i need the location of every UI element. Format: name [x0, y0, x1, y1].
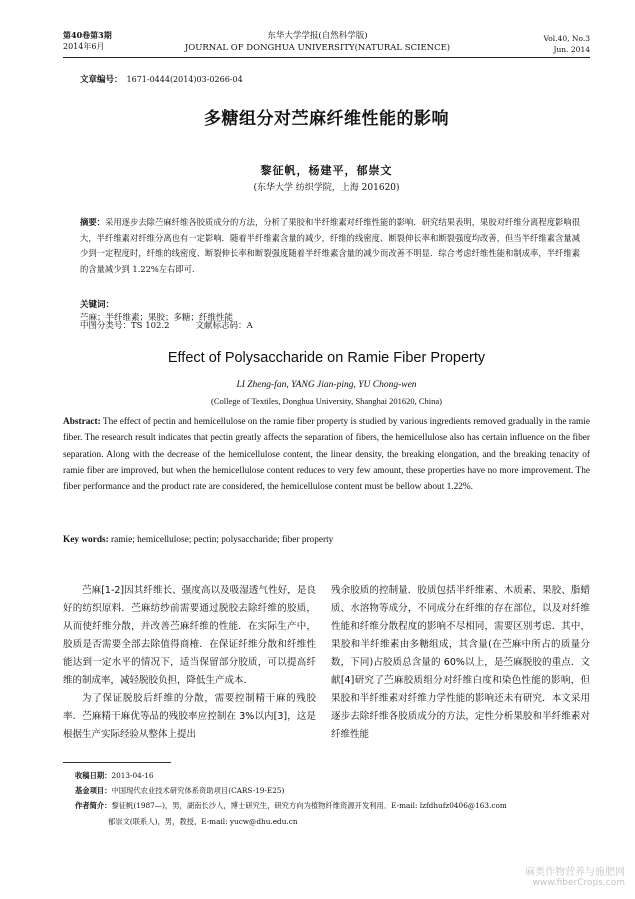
authors-en: LI Zheng-fan, YANG Jian-ping, YU Chong-wen [236, 380, 417, 390]
affiliation-cn: (东华大学 纺织学院，上海 201620) [253, 183, 400, 193]
body-paragraph: 残余胶质的控制量．胶质包括半纤维素、木质素、果胶、脂蜡质、水溶物等成分，不同成分在纤维的存在部位，以及对纤维性能和纤维分散程度的影响不尽相同，需要区别考虑．其中，果胶和半纤维素由多糖组成，其含量(在苎麻中所占的质量分数，下同)占胶质总含量的 60%以上，是苎麻脱胶的重点．文献[4]研究了苎麻胶质组分对纤维白度和染色性能的影响，但果胶和半纤维素对纤维力学性能的影响还未有研究．本文采用逐步去除纤维各胶质成分的方法，定性分析果胶和半纤维素对纤维性能 [331, 585, 590, 740]
clc-label: 中图分类号： [80, 321, 132, 331]
footnote-divider [63, 762, 171, 763]
journal-title-en: JOURNAL OF DONGHUA UNIVERSITY(NATURAL SCIENCE) [184, 43, 451, 53]
keywords-en [63, 535, 590, 545]
body-column-right [331, 582, 590, 744]
footnote-fund [75, 783, 590, 798]
abstract-cn [80, 215, 580, 277]
keywords-en-text: ramie; hemicellulose; pectin; polysaccharide; fiber property [111, 535, 334, 545]
classification-row [80, 319, 580, 331]
fund-label: 基金项目： [75, 786, 112, 796]
header-right [520, 33, 590, 55]
body-column-left [63, 582, 316, 744]
header-vol-no: Vol.40, No.3 [543, 34, 590, 43]
fund-text: 中国现代农业技术研究体系资助项目(CARS-19-E25) [111, 786, 285, 796]
abstract-cn-label: 摘要： [80, 217, 106, 227]
keywords-cn-text: 苎麻；半纤维素；果胶；多糖；纤维性能 [80, 312, 234, 323]
title-cn: 多糖组分对苎麻纤维性能的影响 [204, 109, 449, 129]
abstract-en [63, 414, 590, 495]
body-paragraph: 苎麻[1-2]因其纤维长、强度高以及吸湿透气性好，是良好的纺织原料．苎麻纺纱前需要通过脱胶去除纤维的胶质，从而使纤维分散，并改善苎麻纤维的性能．在实际生产中，胶质是否需要全部去除值得商榷．在保证纤维分散和纤维性能达到一定水平的情况下，适当保留部分胶质，可以提高纤维的制成率，减轻脱胶负担，降低生产成本． [63, 585, 316, 686]
body-paragraph: 为了保证脱胶后纤维的分散，需要控制精干麻的残胶率．苎麻精干麻优等品的残胶率应控制在 3%以内[3]，这是根据生产实际经验从整体上提出 [63, 693, 316, 740]
article-number-value: 1671-0444(2014)03-0266-04 [126, 75, 243, 84]
header-left [63, 30, 112, 52]
affiliation-en: (College of Textiles, Donghua University, Shanghai 201620, China) [211, 396, 442, 406]
author2-text: 郁崇文(联系人)，男，教授，E-mail: yucw@dhu.edu.cn [108, 816, 298, 826]
received-date: 2013-04-16 [111, 771, 154, 780]
footnote-received [75, 768, 590, 783]
doc-code-label: 文献标志码： [195, 321, 247, 331]
received-label: 收稿日期： [75, 771, 112, 780]
title-en: Effect of Polysaccharide on Ramie Fiber Property [167, 350, 486, 366]
header-volume: 第40卷第3期 [63, 30, 112, 40]
abstract-en-label: Abstract: [63, 417, 101, 427]
keywords-en-label: Key words: [63, 535, 109, 545]
article-number-label: 文章编号： [80, 75, 123, 85]
doc-code-value: A [246, 321, 253, 331]
clc-value: TS 102.2 [131, 321, 170, 331]
watermark-line1: 麻类作物营养与施肥网 [525, 867, 625, 878]
watermark-line2: www.fiberCrops.com [532, 878, 625, 888]
author1-text: 黎征帆(1987—)，男，湖南长沙人，博士研究生，研究方向为植物纤维资源开发利用．E-mail: lzfdhufz0406@163.com [111, 801, 507, 811]
author-label: 作者简介： [75, 801, 112, 811]
abstract-cn-text: 采用逐步去除苎麻纤维各胶质成分的方法，分析了果胶和半纤维素对纤维性能的影响．研究结果表明，果胶对纤维分离程度影响很大，半纤维素对纤维分离也有一定影响．随着半纤维素含量的减少，纤维的线密度、断裂伸长率和断裂强度均改善，但当半纤维素含量减少到一定程度时，纤维的线密度、断裂伸长率和断裂强度随着半纤维素含量的减少而改善不明显．综合考虑纤维性能和制成率，半纤维素的含量减少到 1.22%左右即可． [80, 217, 580, 274]
header-journal [150, 30, 485, 54]
watermark [505, 863, 625, 888]
header-date-en: Jun. 2014 [553, 45, 590, 54]
header-date: 2014年6月 [63, 42, 105, 51]
authors-cn: 黎征帆，杨建平，郁崇文 [260, 164, 393, 177]
footnotes [75, 768, 590, 829]
article-number [80, 73, 243, 85]
abstract-en-text: The effect of pectin and hemicellulose on the ramie fiber property is studied by various ingredients removed gradually in the ramie fiber. The research result indicates that pectin greatly affects the separation of fibers, the hemicellulose also has certain influence on the fiber separation. Along with the decrease of the hemicellulose content, the linear density, the breaking elongation, and the breaking tenacity of ramie fiber are improved, but when the hemicellulose content reduces to very few amount, these properties have no more improvement. The fiber performance and the product rate are considered, the hemicellulose content must be bellow about 1.22%. [63, 417, 590, 493]
header-divider [63, 57, 590, 58]
footnote-author [75, 798, 590, 813]
keywords-cn-label: 关键词： [80, 300, 115, 310]
journal-title-cn: 东华大学学报(自然科学版) [267, 31, 368, 41]
